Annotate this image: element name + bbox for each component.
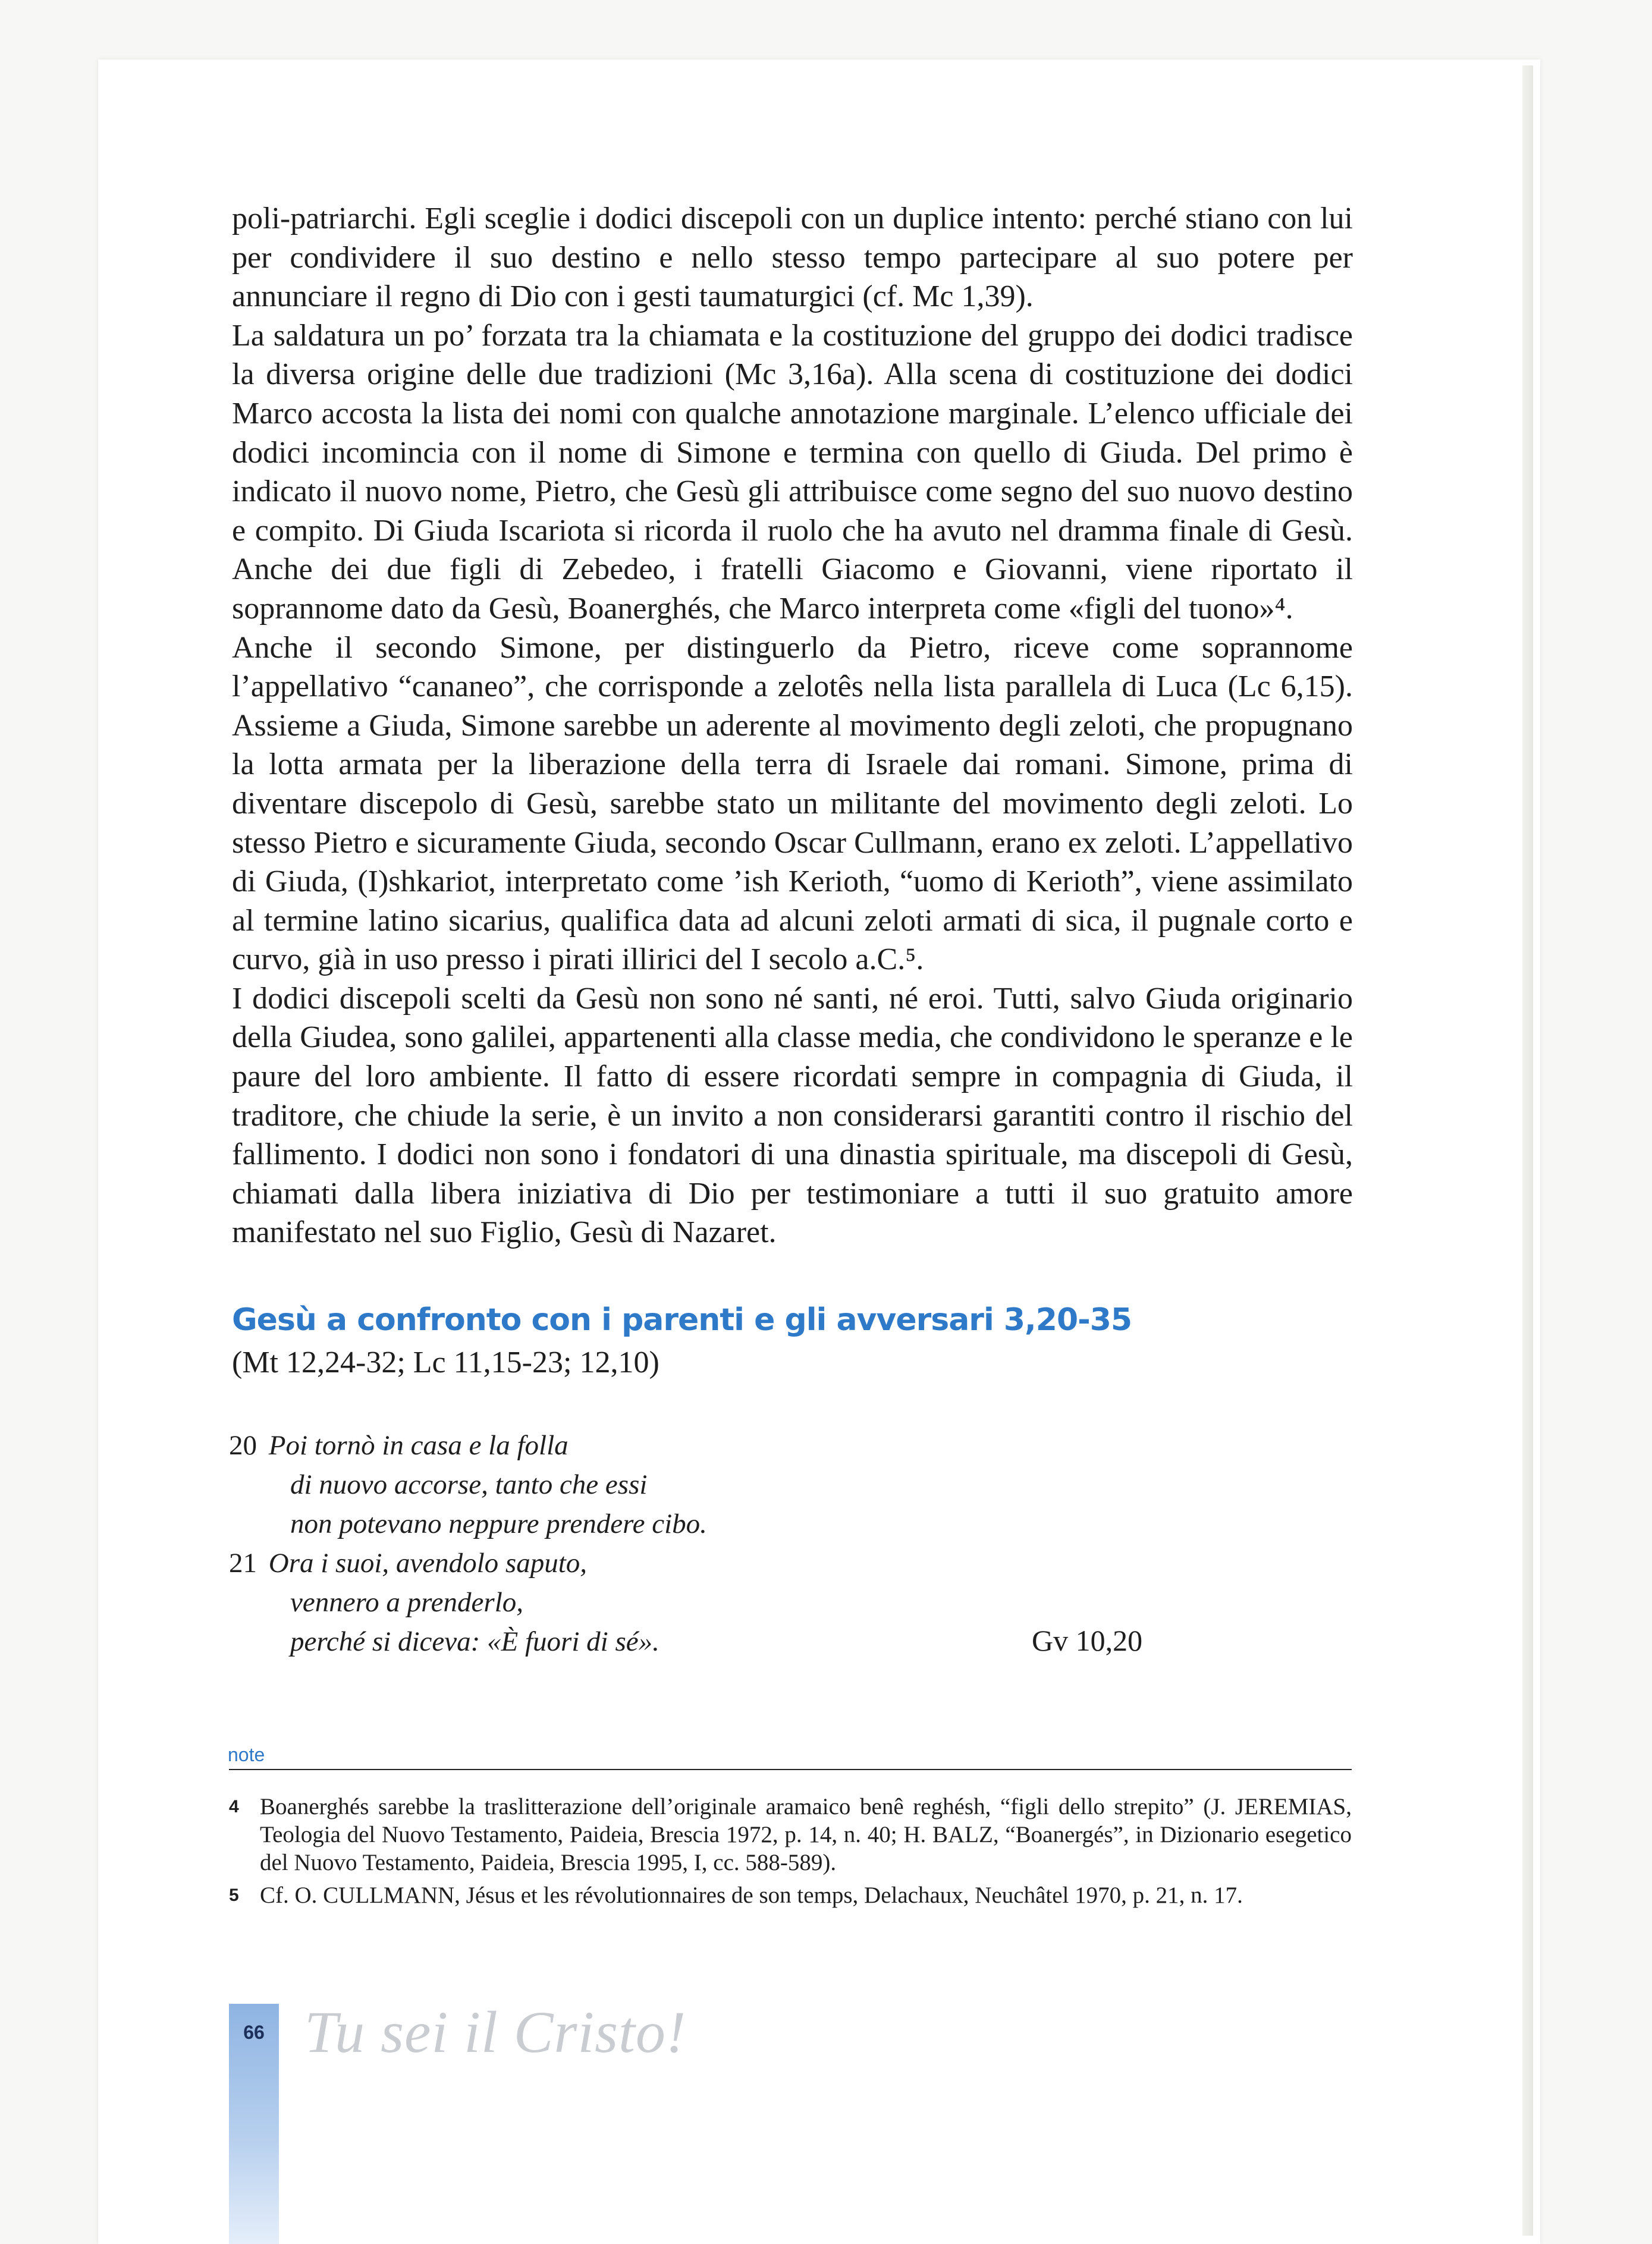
verse-line (229, 1583, 707, 1622)
verse-line (229, 1544, 707, 1583)
cross-reference: Gv 10,20 (1032, 1624, 1143, 1657)
verse-line (229, 1504, 707, 1544)
paragraph: Anche il secondo Simone, per distinguerlo da Pietro, riceve come soprannome l’appellativo “cananeo”, che corrisponde a zelotês nella lista parallela di Luca (Lc 6,15). Assieme a Giuda, Simone sarebbe un aderente al movimento degli zeloti, che propugnano la lotta armata per la liberazione della terra di Israele dai romani. Simone, prima di diventare discepolo di Gesù, sarebbe stato un militante del movimento degli zeloti. Lo stesso Pietro e sicuramente Giuda, secondo Oscar Cullmann, erano ex zeloti. L’appellativo di Giuda, (I)shkariot, interpretato come ’ish Kerioth, “uomo di Kerioth”, viene assimilato al termine latino sicarius, qualifica data ad alcuni zeloti armati di sica, il pugnale corto e curvo, già in uso presso i pirati illirici del I secolo a.C.⁵. (232, 630, 1353, 977)
page-edge (1522, 65, 1533, 2236)
footnote (229, 1793, 1352, 1877)
verse-text: di nuovo accorse, tanto che essi (290, 1469, 648, 1500)
section-parallel-refs: (Mt 12,24-32; Lc 11,15-23; 12,10) (232, 1346, 659, 1379)
verse-text: non potevano neppure prendere cibo. (290, 1508, 707, 1539)
running-book-title: Tu sei il Cristo! (304, 1999, 687, 2065)
verse-text: Ora i suoi, avendolo saputo, (268, 1548, 588, 1579)
paragraph: I dodici discepoli scelti da Gesù non sono né santi, né eroi. Tutti, salvo Giuda originario della Giudea, sono galilei, appartenenti alla classe media, che condividono le speranze e le paure del loro ambiente. Il fatto di essere ricordati sempre in compagnia di Giuda, il traditore, che chiude la serie, è un invito a non considerarsi garantiti contro il rischio del fallimento. I dodici non sono i fondatori di una dinastia spirituale, ma discepoli di Gesù, chiamati dalla libera iniziativa di Dio per testimoniare a tutti il suo gratuito amore manifestato nel suo Figlio, Gesù di Nazaret. (232, 981, 1353, 1250)
verse-text: perché si diceva: «È fuori di sé». (290, 1626, 659, 1657)
footnote-number: 4 (229, 1797, 239, 1816)
page-number: 66 (243, 2022, 265, 2043)
paragraph: La saldatura un po’ forzata tra la chiamata e la costituzione del gruppo dei dodici tradisce la diversa origine delle due tradizioni (Mc 3,16a). Alla scena di costituzione dei dodici Marco accosta la lista dei nomi con qualche annotazione marginale. L’elenco ufficiale dei dodici incomincia con il nome di Simone e termina con quello di Giuda. Del primo è indicato il nuovo nome, Pietro, che Gesù gli attribuisce come segno del suo nuovo destino e compito. Di Giuda Iscariota si ricorda il ruolo che ha avuto nel dramma finale di Gesù. Anche dei due figli di Zebedeo, i fratelli Giacomo e Giovanni, viene riportato il soprannome dato da Gesù, Boanerghés, che Marco interpreta come «figli del tuono»⁴. (232, 318, 1353, 626)
verse-number: 21 (229, 1548, 257, 1579)
verse-line (229, 1465, 707, 1504)
paragraph: poli-patriarchi. Egli sceglie i dodici discepoli con un duplice intento: perché stiano con lui per condividere il suo destino e nello stesso tempo partecipare al suo potere per annunciare il regno di Dio con i gesti taumaturgici (cf. Mc 1,39). (232, 202, 1353, 314)
notes-label: note (228, 1744, 265, 1765)
notes-divider (229, 1769, 1352, 1770)
body-text (232, 199, 1353, 1252)
gospel-verses (229, 1426, 707, 1661)
footnote-number: 5 (229, 1885, 239, 1905)
verse-text: Poi tornò in casa e la folla (268, 1430, 569, 1461)
footnote-text: Cf. O. CULLMANN, Jésus et les révolutionnaires de son temps, Delachaux, Neuchâtel 1970, p. 21, n. 17. (260, 1882, 1243, 1908)
footnote-text: Boanerghés sarebbe la traslitterazione dell’originale aramaico benê reghésh, “figli dello strepito” (J. JEREMIAS, Teologia del Nuovo Testamento, Paideia, Brescia 1972, p. 14, n. 40; H. BALZ, “Boanergés”, in Dizionario esegetico del Nuovo Testamento, Paideia, Brescia 1995, I, cc. 588-589). (260, 1794, 1352, 1875)
verse-text: vennero a prenderlo, (290, 1587, 523, 1618)
section-title: Gesù a confronto con i parenti e gli avversari 3,20-35 (232, 1302, 1132, 1338)
verse-line (229, 1622, 707, 1661)
footnotes (229, 1793, 1352, 1914)
footnote (229, 1881, 1352, 1909)
verse-line (229, 1426, 707, 1465)
verse-number: 20 (229, 1430, 257, 1461)
